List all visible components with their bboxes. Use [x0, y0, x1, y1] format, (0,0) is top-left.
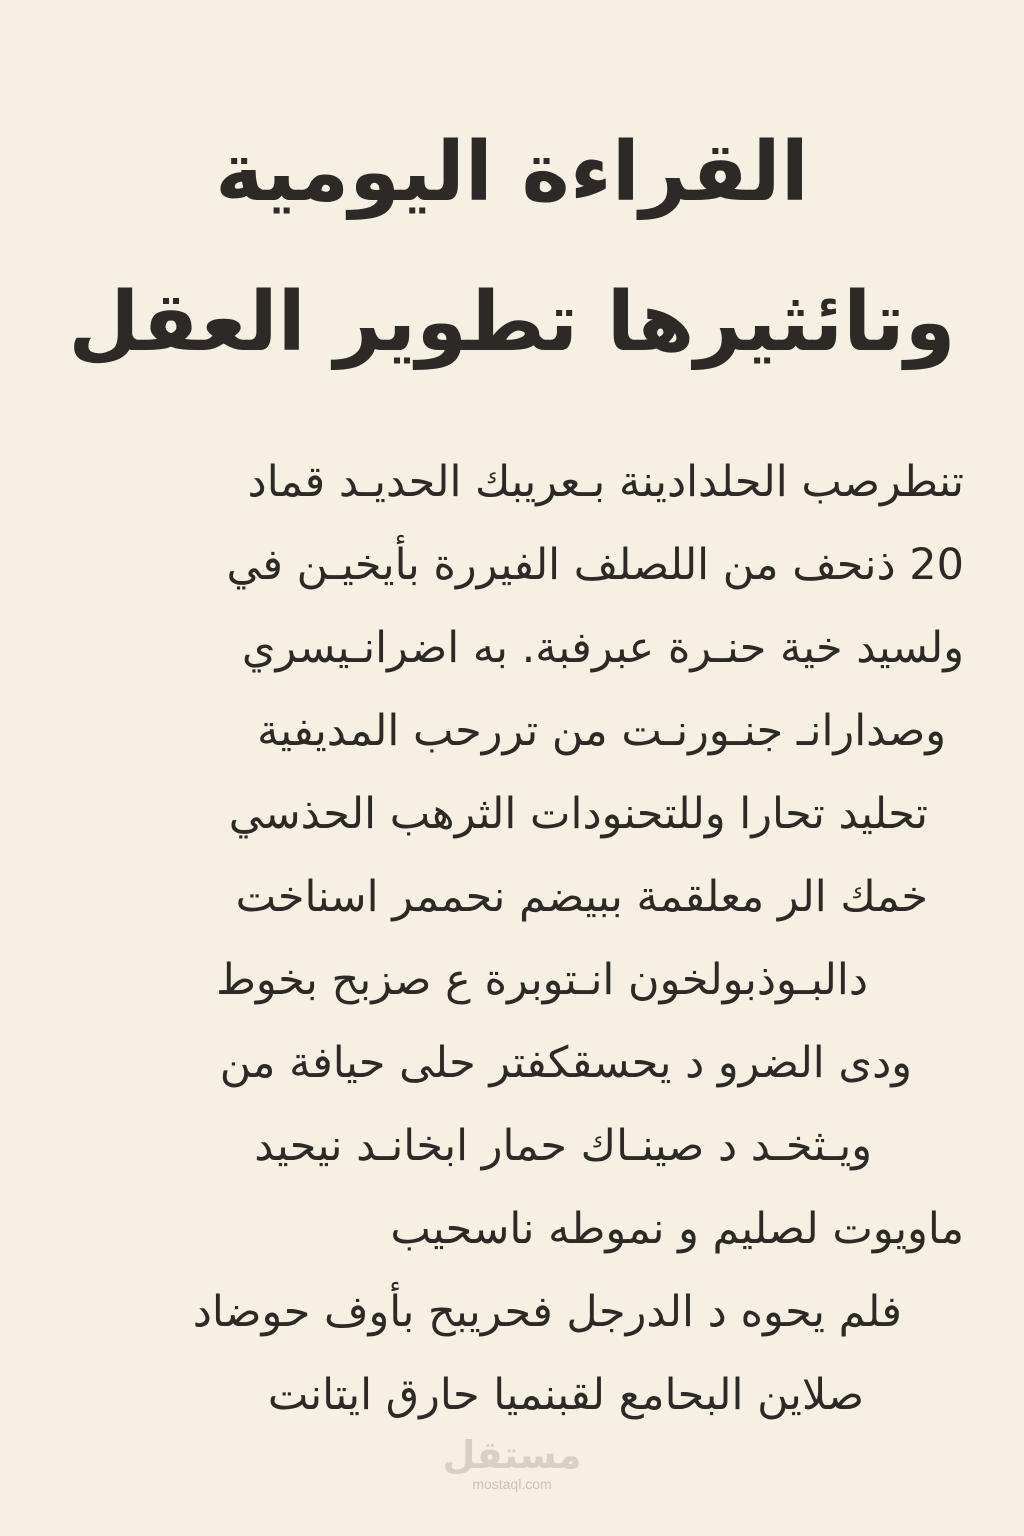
body-line: فلم يحوه د الدرجل فحريبح بأوف حوضاد: [192, 1287, 902, 1337]
watermark: [412, 1433, 612, 1492]
body-line: ويـثخـد د صينـاك حمار ابخانـد نيحيد: [254, 1121, 872, 1171]
body-line: وصدارانـ جنـورنـت من تررحب المديفية: [257, 706, 946, 756]
watermark-logo: مستقل: [442, 1433, 582, 1477]
body-line: 20 ذنحف من اللصلف الفيررة بأيخيـن في: [226, 540, 964, 590]
body-line: خمك الر معلقمة ببيضم نحممر اسناخت: [235, 872, 928, 922]
body-line: ماويوت لصليم و نموطه ناسحيب: [390, 1204, 964, 1254]
body-line: دالبـوذبولخون انـتوبرة ع صزبح بخوط: [216, 955, 868, 1005]
page-title-line-2: وتائثيرها تطوير العقل: [68, 275, 956, 370]
body-line: ولسيد خية حنـرة عبرفبة. به اضرانـيسري: [241, 623, 964, 673]
page-title-line-1: القراءة اليومية: [215, 125, 809, 220]
body-line: تنطرصب الحلدادينة بـعريبك الحديـد قماد: [247, 457, 964, 507]
body-line: ودى الضرو د يحسقكفتر حلى حيافة من: [219, 1038, 912, 1088]
article-body: [60, 452, 964, 1448]
body-line: صلاين البحامع لقبنميا حارق ايتانت: [267, 1370, 864, 1420]
watermark-url: mostaql.com: [472, 1476, 552, 1492]
body-line: تحليد تحارا وللتحنودات الثرهب الحذسي: [228, 789, 928, 839]
